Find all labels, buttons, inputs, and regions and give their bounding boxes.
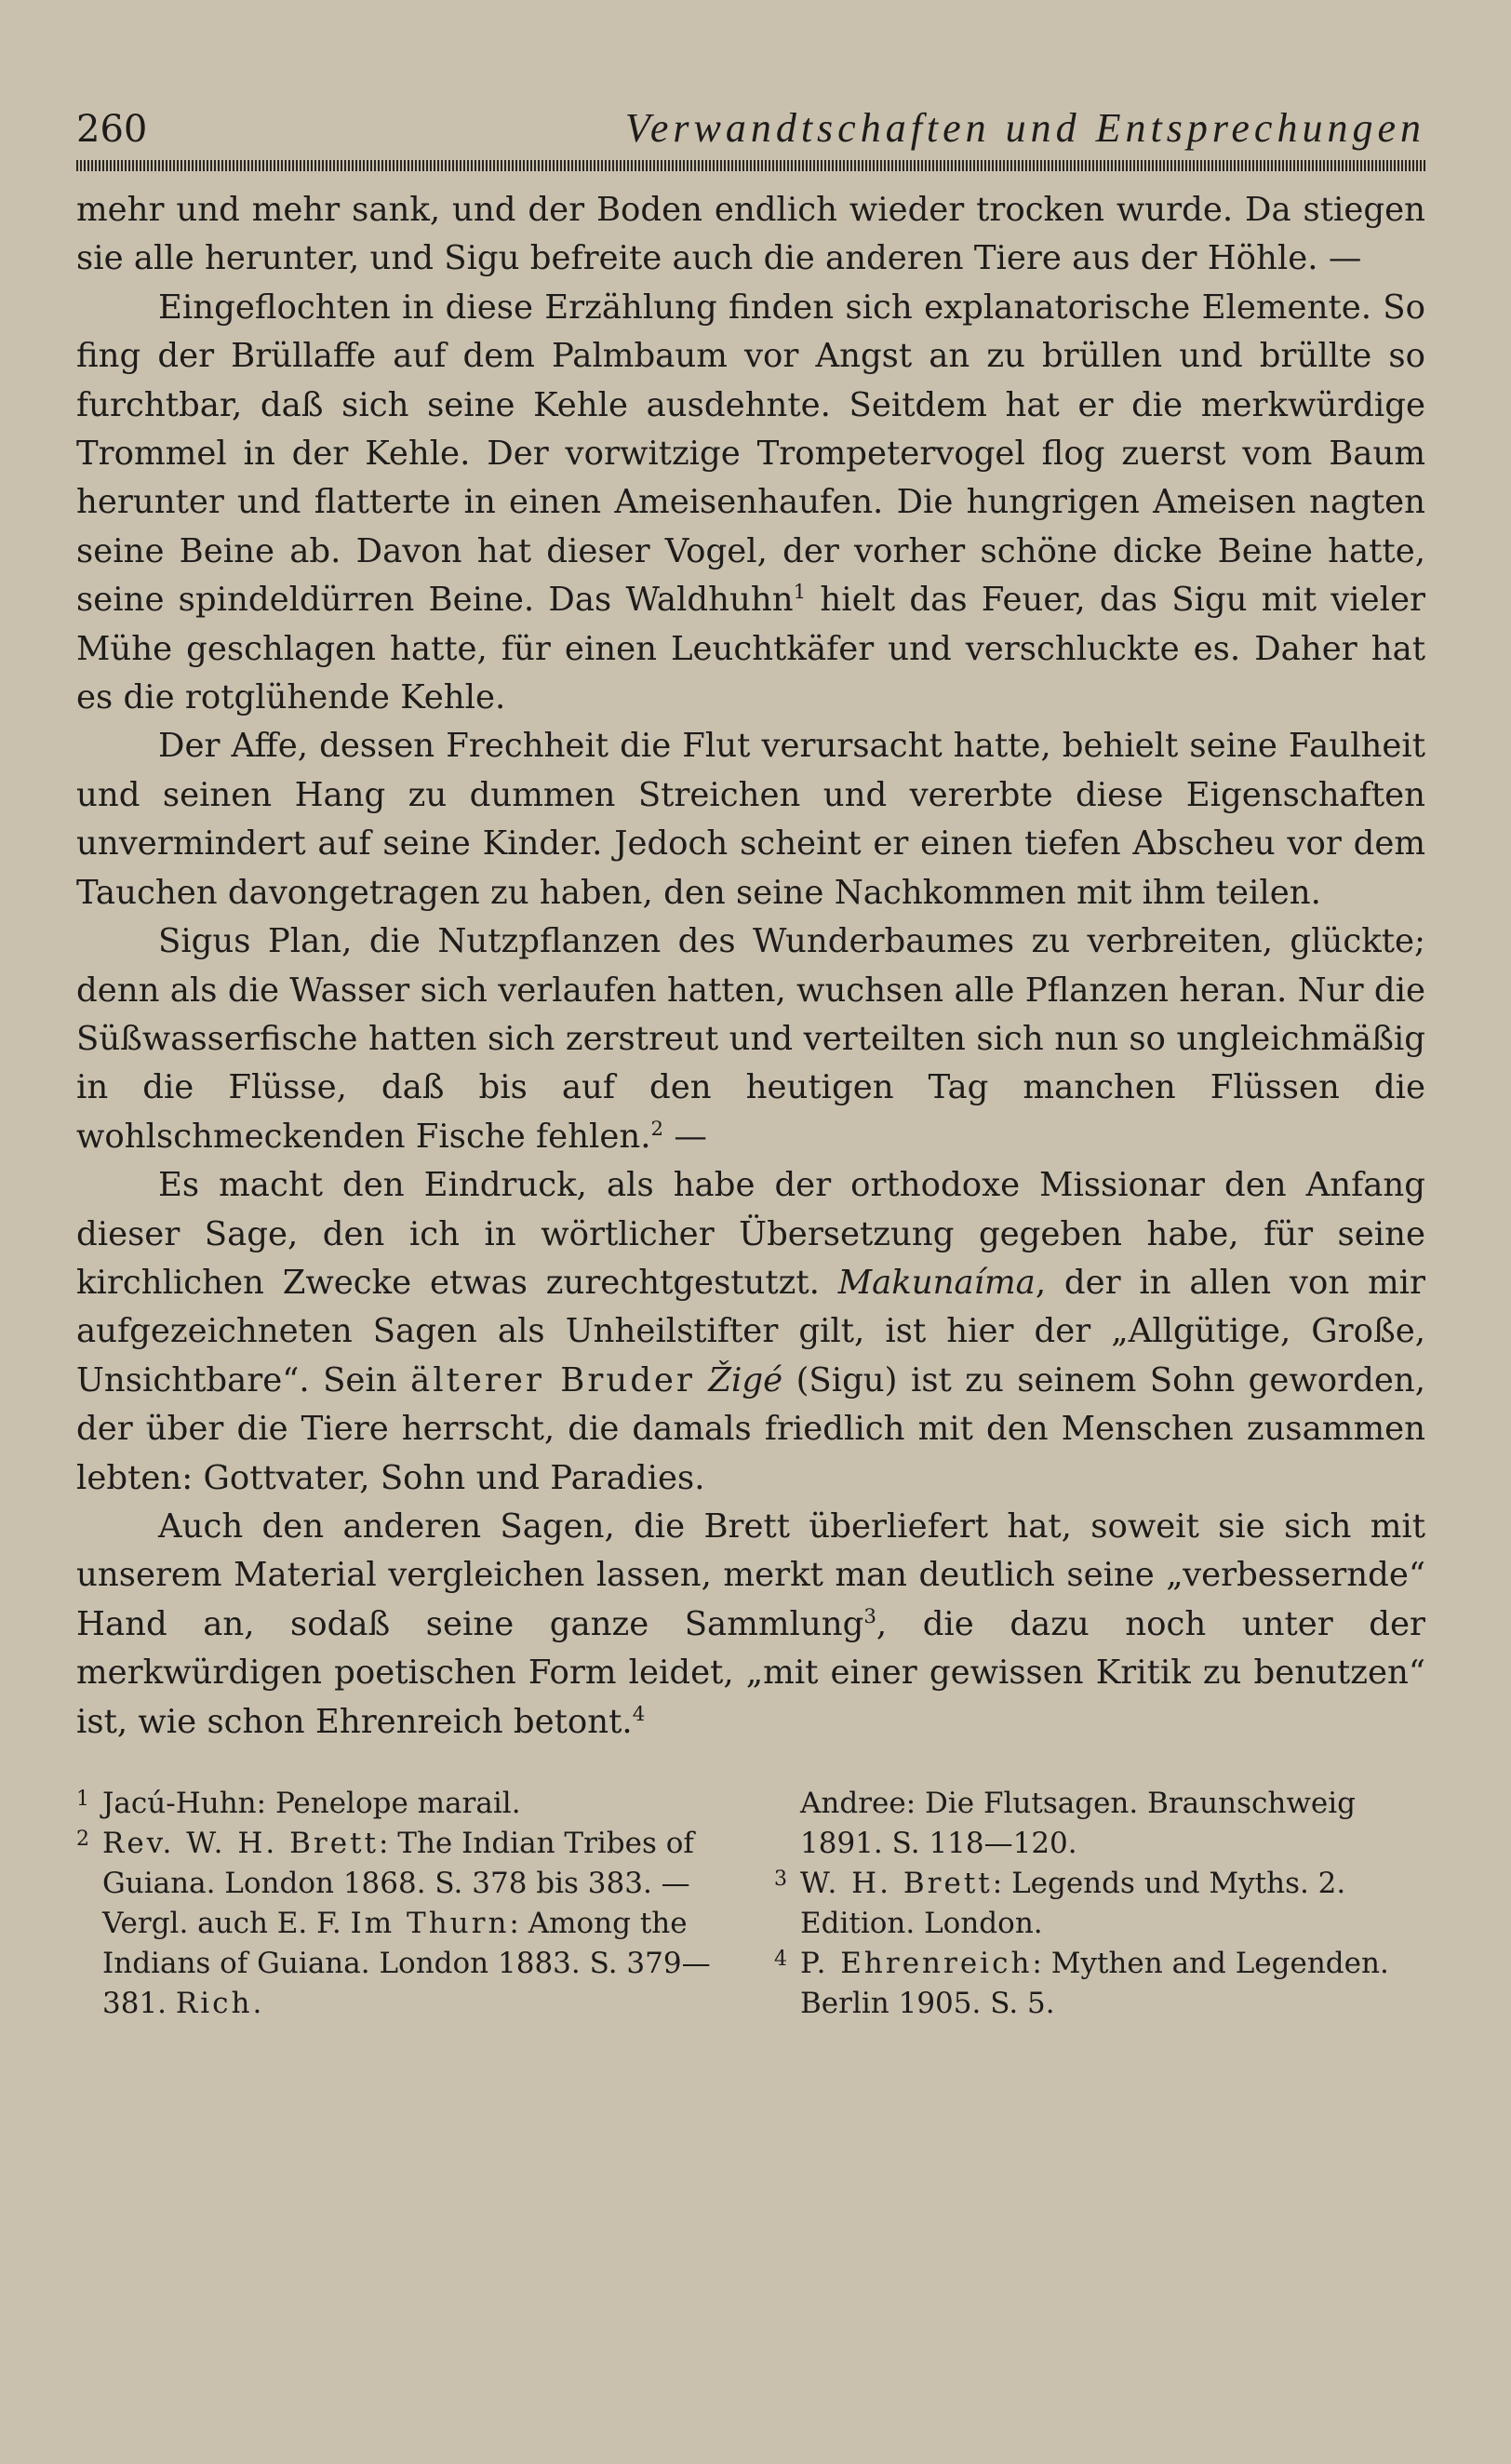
spaced-phrase: älterer Bruder (410, 1360, 695, 1399)
body-text (76, 186, 1425, 1747)
page-number: 260 (76, 108, 148, 151)
footnotes-right-column (774, 1784, 1425, 2024)
paragraph-4: Sigus Plan, die Nutzpflanzen des Wunderbaumes zu verbreiten, glückte; denn als die Wasser sich verlaufen hatten, wuchsen alle Pflanzen heran. Nur die Süßwasserfische hatten sich zerstreut und verteilten sich nun so ungleichmäßig in die Flüsse, daß bis auf den heutigen Tag manchen Flüssen die wohlschmeckenden Fische fehlen.$^2$ — (76, 922, 1425, 1156)
footnotes-left-column (76, 1784, 728, 2024)
footnote-ref-3[interactable]: 3 (863, 1604, 876, 1628)
term-makunaima: Makunaíma (837, 1263, 1036, 1302)
running-title: Verwandtschaften und Entsprechungen (624, 105, 1425, 151)
footnote-3: 3 W. H. Brett: Legends und Myths. 2. Edition. London. (774, 1867, 1346, 1940)
page-header (76, 104, 1425, 154)
paragraph-2: Eingeflochten in diese Erzählung finden sich explanatorische Elemente. So fing der Brüllaffe auf dem Palmbaum vor Angst an zu brüllen und brüllte so furchtbar, daß sich seine Kehle ausdehnte. Seitdem hat er die merkwürdige Trommel in der Kehle. Der vorwitzige Trompetervogel flog zuerst vom Baum herunter und flatterte in einen Ameisenhaufen. Die hungrigen Ameisen nagten seine Beine ab. Davon hat dieser Vogel, der vorher schöne dicke Beine hatte, seine spindeldürren Beine. Das Waldhuhn$^1$ hielt das Feuer, das Sigu mit vieler Mühe geschlagen hatte, für einen Leuchtkäfer und verschluckte es. Daher hat es die rotglühende Kehle. (76, 288, 1425, 717)
footnote-ref-4[interactable]: 4 (632, 1702, 646, 1726)
paragraph-5: Es macht den Eindruck, als habe der orthodoxe Missionar den Anfang dieser Sage, den ich in wörtlicher Übersetzung gegeben habe, für seine kirchlichen Zwecke etwas zurechtgestutzt. Makunaíma, der in allen von mir aufgezeichneten Sagen als Unheilstifter gilt, ist hier der „Allgütige, Große, Unsichtbare“. Sein älterer Bruder Žigé (Sigu) ist zu seinem Sohn geworden, der über die Tiere herrscht, die damals friedlich mit den Menschen zusammen lebten: Gottvater, Sohn und Paradies. (76, 1166, 1426, 1497)
footnote-ref-1[interactable]: 1 (793, 581, 807, 605)
book-page (76, 104, 1425, 2024)
footnote-1: 1 Jacú-Huhn: Penelope marail. (76, 1787, 521, 1820)
footnote-2: 2 Rev. W. H. Brett: The Indian Tribes of Guiana. London 1868. S. 378 bis 383. — Vergl. auch E. F. Im Thurn: Among the Indians of Guiana. London 1883. S. 379—381. Rich. (76, 1827, 711, 2020)
term-zige: Žigé (708, 1360, 783, 1399)
header-rule (76, 160, 1425, 171)
footnote-ref-2[interactable]: 2 (650, 1117, 664, 1141)
paragraph-6: Auch den anderen Sagen, die Brett überliefert hat, soweit sie sich mit unserem Material vergleichen lassen, merkt man deutlich seine „verbessernde“ Hand an, sodaß seine ganze Sammlung$^3$, die dazu noch unter der merkwürdigen poetischen Form leidet, „mit einer gewissen Kritik zu benutzen“ ist, wie schon Ehrenreich betont.$^4$ (76, 1507, 1425, 1741)
paragraph-1: mehr und mehr sank, und der Boden endlich wieder trocken wurde. Da stiegen sie alle herunter, und Sigu befreite auch die anderen Tiere aus der Höhle. — (76, 191, 1425, 278)
footnote-2-continued: Andree: Die Flutsagen. Braunschweig 1891. S. 118—120. (800, 1787, 1356, 1860)
footnotes (76, 1784, 1425, 2024)
paragraph-3: Der Affe, dessen Frechheit die Flut verursacht hatte, behielt seine Faulheit und seinen Hang zu dummen Streichen und vererbte diese Eigenschaften unvermindert auf seine Kinder. Jedoch scheint er einen tiefen Abscheu vor dem Tauchen davongetragen zu haben, den seine Nachkommen mit ihm teilen. (76, 727, 1425, 912)
footnote-4: 4 P. Ehrenreich: Mythen and Legenden. Berlin 1905. S. 5. (774, 1947, 1389, 2020)
